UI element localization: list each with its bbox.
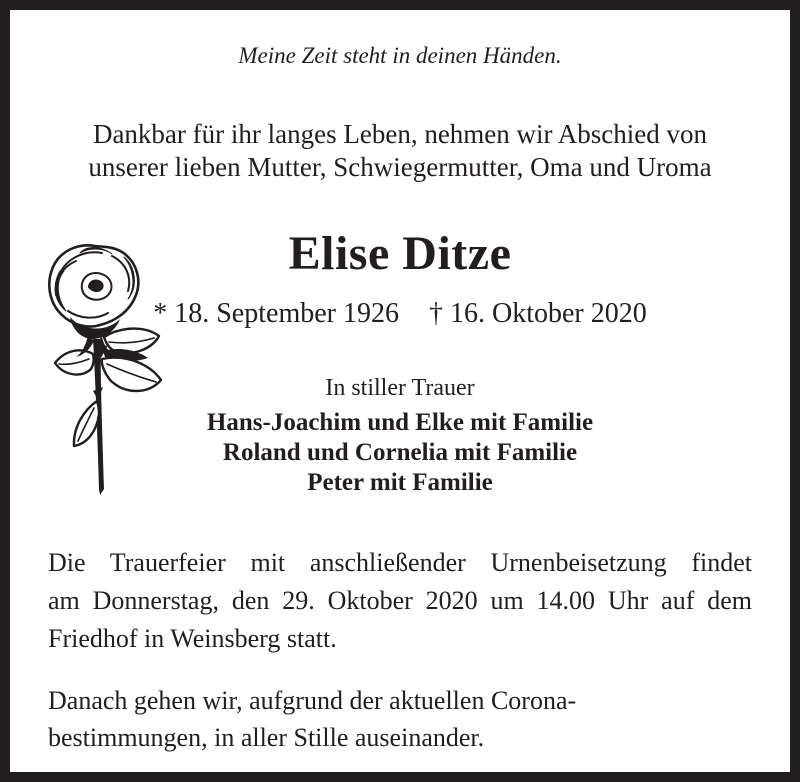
rose-icon (40, 243, 170, 505)
intro-line-2: unserer lieben Mutter, Schwiegermutter, Oma und Uroma (88, 152, 712, 182)
closing-text (10, 682, 790, 756)
deceased-name: Elise Ditze (288, 227, 512, 280)
mourner-line-2: Roland und Cornelia mit Familie (222, 439, 578, 466)
closing-line-1: Danach gehen wir, aufgrund der aktuellen Corona- (48, 686, 577, 715)
birth-date: * 18. September 1926 (153, 298, 399, 329)
intro-line-1: Dankbar für ihr langes Leben, nehmen wir Abschied von (92, 119, 708, 149)
mourner-line-1: Hans-Joachim und Elke mit Familie (206, 409, 594, 436)
mourning-heading: In stiller Trauer (325, 375, 475, 401)
ceremony-line-2: am Donnerstag, den 29. Oktober 2020 um 14.00 Uhr auf dem (48, 586, 752, 615)
ceremony-line-1: Die Trauerfeier mit anschließender Urnenbeisetzung findet (48, 548, 752, 577)
ceremony-line-3: Friedhof in Weinsberg statt. (48, 624, 337, 653)
intro-text (10, 118, 790, 184)
closing-line-2: bestimmungen, in aller Stille auseinander. (48, 723, 485, 752)
mourner-line-3: Peter mit Familie (307, 469, 493, 496)
death-date: † 16. Oktober 2020 (428, 298, 647, 329)
motto-text: Meine Zeit steht in deinen Händen. (238, 43, 562, 68)
ceremony-text (10, 544, 790, 658)
